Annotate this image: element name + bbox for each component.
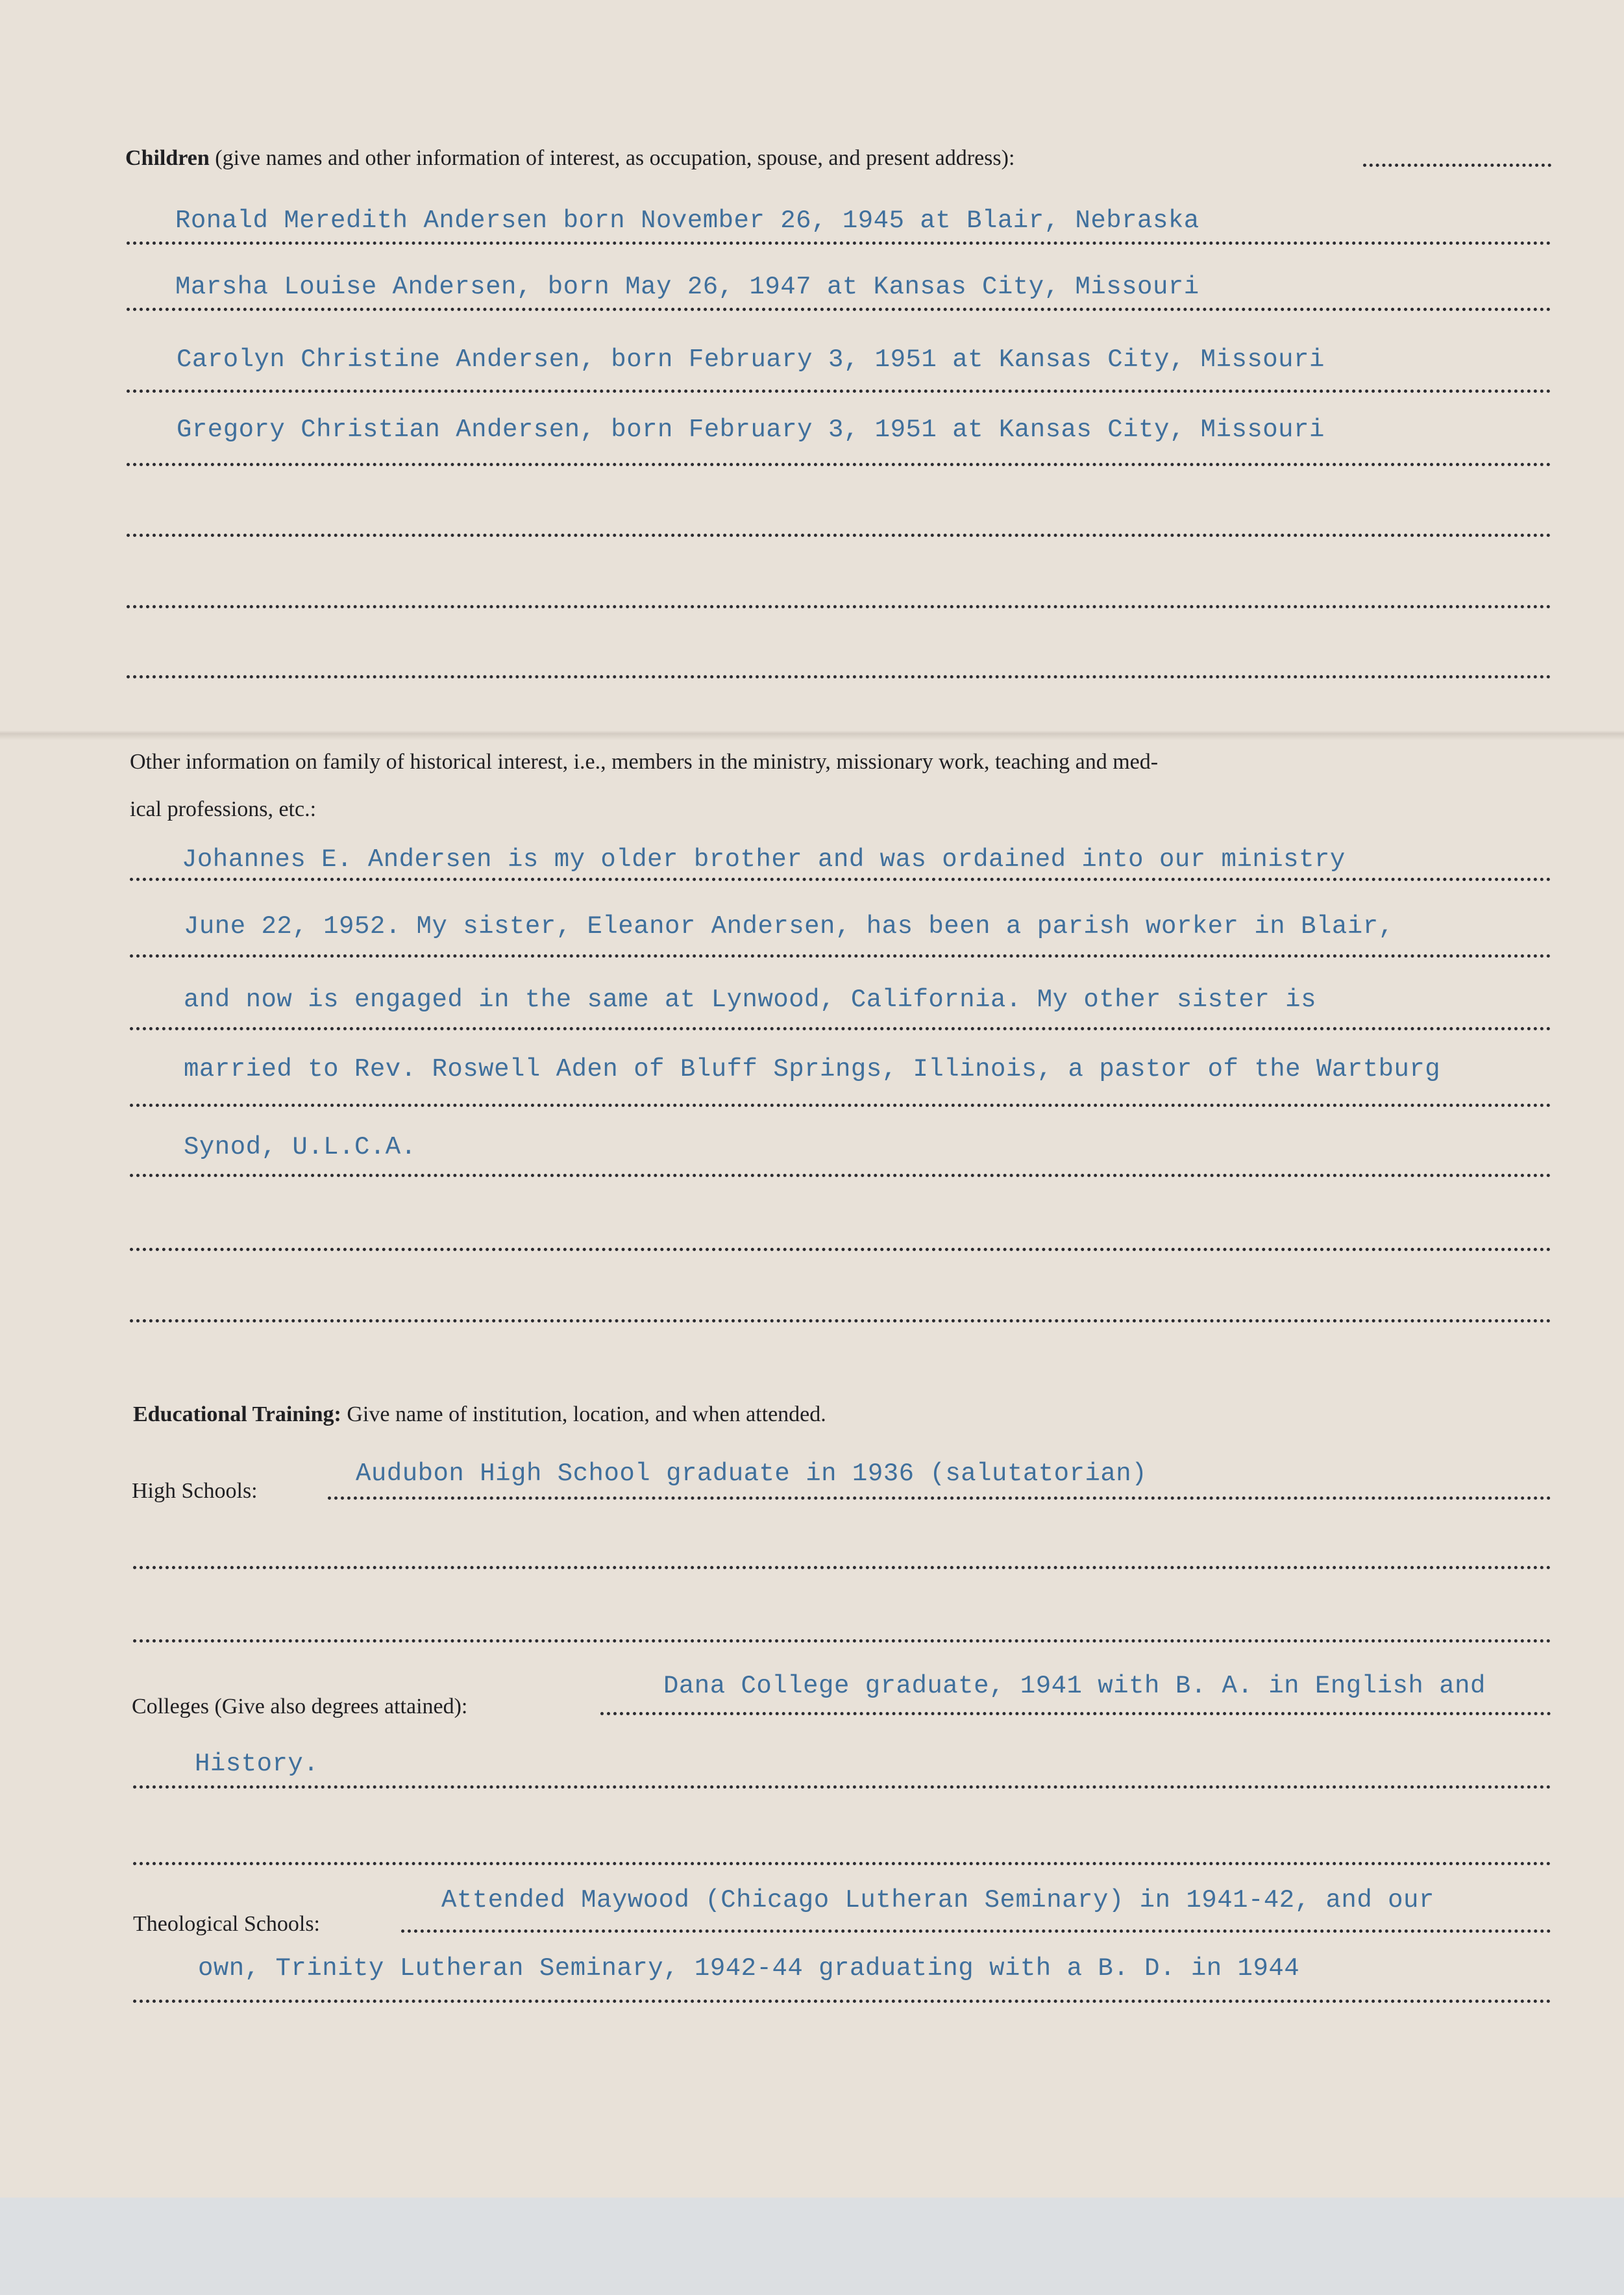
colleges-value-line2: History. — [195, 1750, 319, 1778]
education-prompt-text: Give name of institution, location, and when attended. — [347, 1402, 826, 1426]
theological-value-line1: Attended Maywood (Chicago Lutheran Seminary) in 1941-42, and our — [441, 1886, 1434, 1915]
other-info-prompt-line1: Other information on family of historical interest, i.e., members in the ministry, missionary work, teaching and med- — [130, 750, 1159, 774]
children-prompt — [125, 146, 1015, 171]
children-prompt-text: (give names and other information of interest, as occupation, spouse, and present address): — [215, 146, 1015, 170]
other-info-rule-5 — [130, 1174, 1551, 1177]
high-schools-label: High Schools: — [132, 1479, 258, 1503]
other-info-rule-4 — [130, 1104, 1551, 1107]
other-info-line-1: Johannes E. Andersen is my older brother and was ordained into our ministry — [182, 845, 1346, 874]
other-info-line-5: Synod, U.L.C.A. — [184, 1133, 417, 1161]
other-info-rule-2 — [130, 954, 1551, 958]
children-line-1 — [127, 242, 1551, 245]
children-line-6 — [127, 605, 1551, 608]
high-schools-rule-3 — [133, 1639, 1551, 1643]
children-heading: Children — [125, 146, 210, 170]
child-entry-2: Marsha Louise Andersen, born May 26, 1947 at Kansas City, Missouri — [175, 273, 1200, 301]
other-info-rule-1 — [130, 878, 1551, 881]
other-info-prompt-line2: ical professions, etc.: — [130, 797, 317, 821]
high-schools-value: Audubon High School graduate in 1936 (salutatorian) — [356, 1459, 1148, 1488]
children-line-4 — [127, 463, 1551, 466]
children-line-3 — [127, 390, 1551, 393]
colleges-rule-2 — [133, 1785, 1551, 1789]
colleges-label: Colleges (Give also degrees attained): — [132, 1694, 468, 1718]
children-line-2 — [127, 308, 1551, 311]
education-heading: Educational Training: — [133, 1402, 341, 1426]
theological-value-line2: own, Trinity Lutheran Seminary, 1942-44 graduating with a B. D. in 1944 — [198, 1954, 1300, 1983]
other-info-rule-3 — [130, 1027, 1551, 1030]
other-info-line-4: married to Rev. Roswell Aden of Bluff Springs, Illinois, a pastor of the Wartburg — [184, 1055, 1441, 1084]
high-schools-rule-1 — [328, 1496, 1551, 1500]
children-prompt-dots — [1363, 164, 1551, 167]
children-line-7 — [127, 675, 1551, 678]
other-info-rule-7 — [130, 1319, 1551, 1322]
other-info-line-2: June 22, 1952. My sister, Eleanor Andersen, has been a parish worker in Blair, — [184, 912, 1394, 941]
other-info-line-3: and now is engaged in the same at Lynwood, California. My other sister is — [184, 986, 1316, 1014]
children-line-5 — [127, 534, 1551, 537]
high-schools-rule-2 — [133, 1566, 1551, 1569]
other-info-rule-6 — [130, 1248, 1551, 1251]
colleges-rule-1 — [600, 1712, 1551, 1715]
child-entry-3: Carolyn Christine Andersen, born February 3, 1951 at Kansas City, Missouri — [177, 345, 1325, 374]
education-prompt — [133, 1402, 826, 1427]
child-entry-1: Ronald Meredith Andersen born November 26, 1945 at Blair, Nebraska — [175, 206, 1200, 235]
colleges-rule-3 — [133, 1862, 1551, 1865]
theological-rule-2 — [133, 2000, 1551, 2003]
colleges-value-line1: Dana College graduate, 1941 with B. A. in English and — [663, 1672, 1486, 1700]
theological-rule-1 — [401, 1929, 1551, 1933]
theological-label: Theological Schools: — [133, 1912, 321, 1936]
child-entry-4: Gregory Christian Andersen, born February 3, 1951 at Kansas City, Missouri — [177, 416, 1325, 444]
